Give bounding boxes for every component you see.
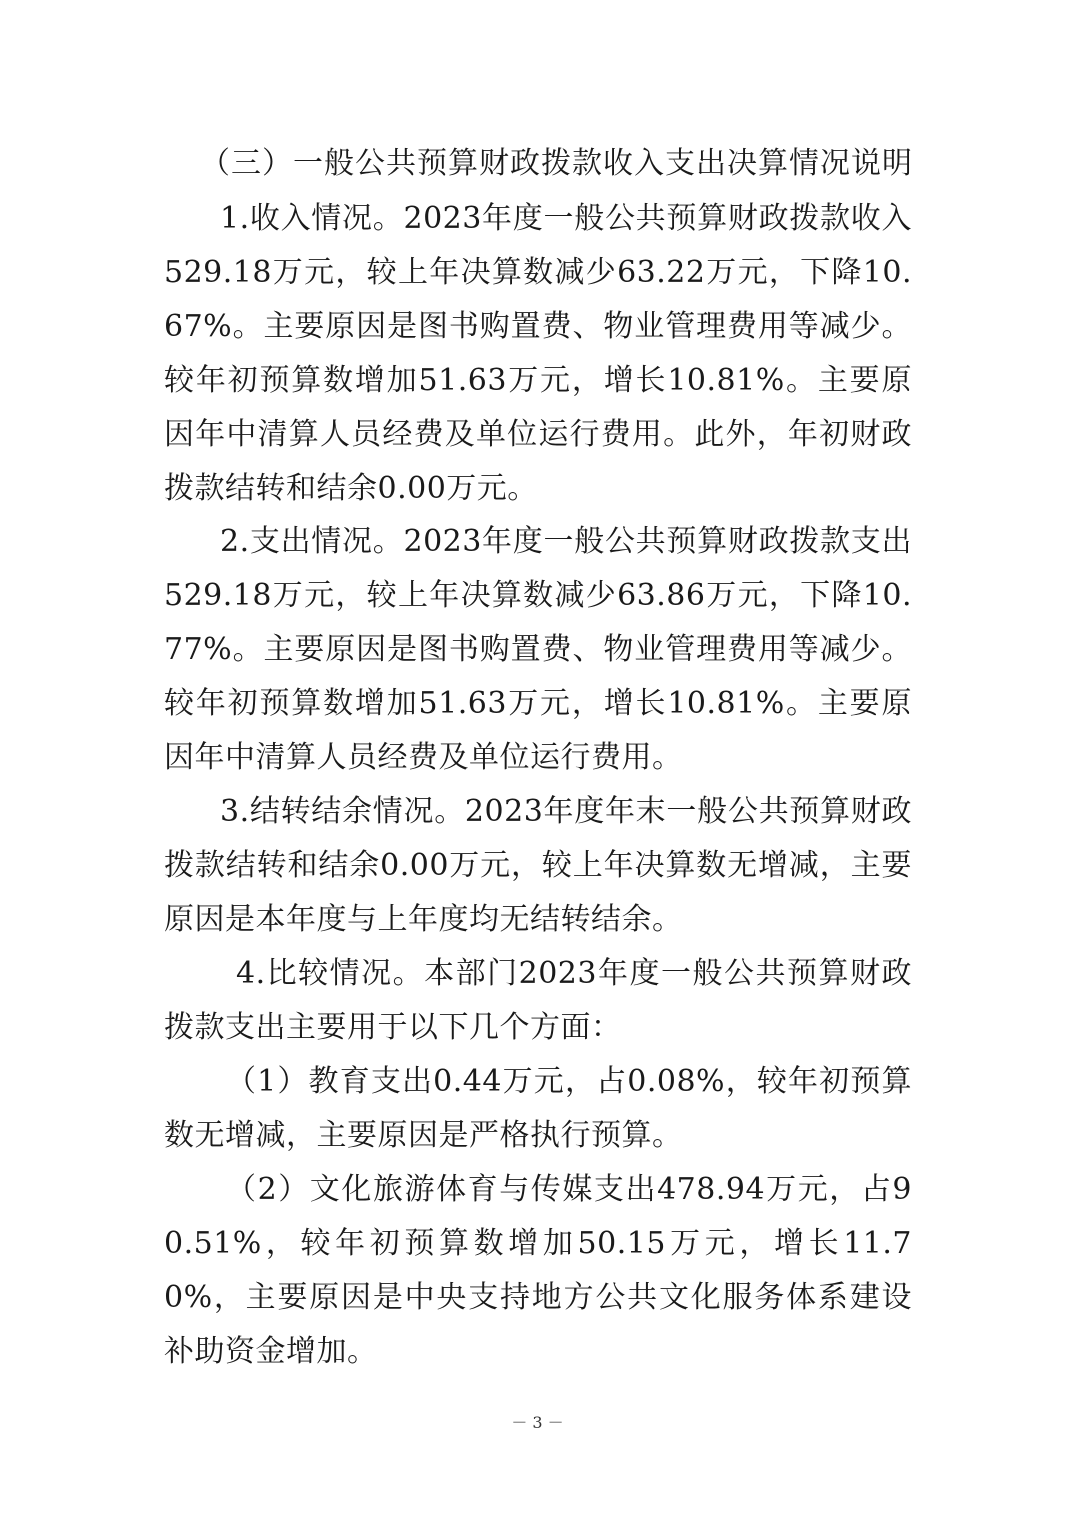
paragraph-income: 1.收入情况。2023年度一般公共预算财政拨款收入529.18万元，较上年决算数减少63.22万元，下降10.67%。主要原因是图书购置费、物业管理费用等减少。较年初预算数增加51.63万元，增长10.81%。主要原因年中清算人员经费及单位运行费用。此外，年初财政拨款结转和结余0.00万元。 [164,201,912,506]
paragraph-expenditure: 2.支出情况。2023年度一般公共预算财政拨款支出529.18万元，较上年决算数减少63.86万元，下降10.77%。主要原因是图书购置费、物业管理费用等减少。较年初预算数增加51.63万元，增长10.81%。主要原因年中清算人员经费及单位运行费用。 [164,524,912,775]
paragraph-carryover: 3.结转结余情况。2023年度年末一般公共预算财政拨款结转和结余0.00万元，较上年决算数无增减，主要原因是本年度与上年度均无结转结余。 [164,794,912,937]
page-number: － 3 － [511,1413,564,1432]
section-heading: （三）一般公共预算财政拨款收入支出决算情况说明 [200,146,913,181]
paragraph-education: （1）教育支出0.44万元，占0.08%，较年初预算数无增减，主要原因是严格执行预算。 [164,1064,912,1153]
paragraph-culture: （2）文化旅游体育与传媒支出478.94万元，占90.51%，较年初预算数增加50.15万元，增长11.70%，主要原因是中央支持地方公共文化服务体系建设补助资金增加。 [164,1172,912,1369]
paragraph-comparison: 4.比较情况。本部门2023年度一般公共预算财政拨款支出主要用于以下几个方面： [164,956,912,1045]
